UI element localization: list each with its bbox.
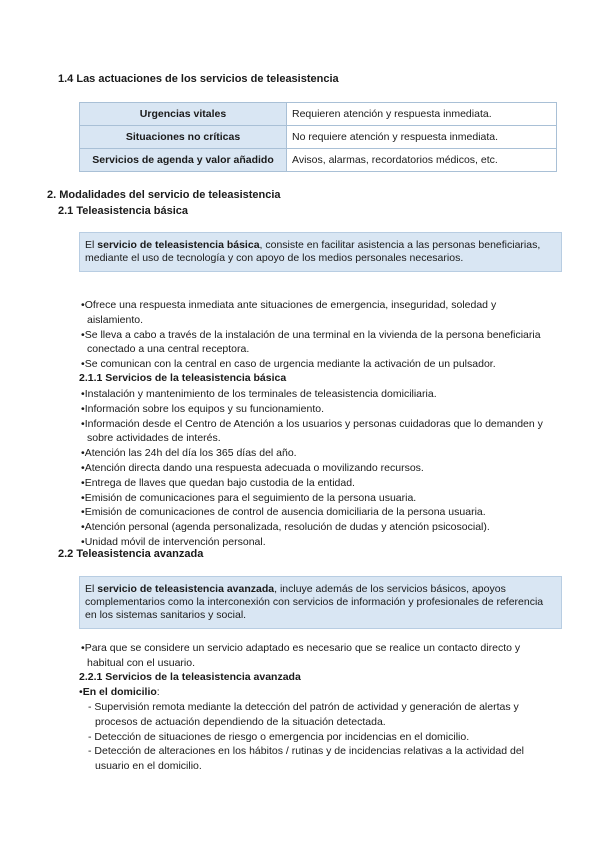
definition-prefix: El: [85, 583, 98, 595]
actuaciones-table: [79, 102, 557, 172]
list-item: •Entrega de llaves que quedan bajo custodia de la entidad.: [81, 476, 355, 489]
avanzada-definition-box: [79, 576, 562, 629]
table-cell-descripcion: Avisos, alarmas, recordatorios médicos, etc.: [287, 149, 557, 172]
table-cell-tipo: Servicios de agenda y valor añadido: [80, 149, 287, 172]
list-item: •Ofrece una respuesta inmediata ante situaciones de emergencia, inseguridad, soledad y aislamiento.: [81, 299, 497, 326]
list-item: •Información desde el Centro de Atención a los usuarios y personas cuidadoras que lo demanden y sobre actividades de interés.: [81, 417, 543, 445]
servicios-basica-list: [79, 387, 549, 550]
list-item: - Detección de situaciones de riesgo o emergencia por incidencias en el domicilio.: [88, 730, 470, 743]
basica-definition-box: [79, 232, 562, 272]
list-item: •Información sobre los equipos y su funcionamiento.: [81, 402, 324, 415]
definition-text: , incluye además de los servicios básicos, apoyos complementarios como la interconexión con servicios de información y profesionales de referencia en los sistemas sanitarios y social.: [85, 583, 544, 621]
section-2-1-heading: 2.1 Teleasistencia básica: [58, 205, 189, 217]
list-item: •Se comunican con la central en caso de urgencia mediante la activación de un pulsador.: [81, 358, 496, 371]
avanzada-bullet-list: [79, 641, 549, 671]
list-item: •Unidad móvil de intervención personal.: [81, 535, 266, 548]
definition-term: servicio de teleasistencia básica: [97, 239, 260, 251]
domicilio-list: [87, 700, 550, 774]
list-item: •Atención las 24h del día los 365 días del año.: [81, 447, 297, 460]
list-item: •Se lleva a cabo a través de la instalación de una terminal en la vivienda de la persona beneficiaria conectado a una central receptora.: [81, 328, 541, 356]
section-2-1-1-heading: 2.1.1 Servicios de la teleasistencia básica: [79, 372, 287, 384]
table-cell-tipo: Situaciones no críticas: [80, 126, 287, 149]
section-1-4-heading: 1.4 Las actuaciones de los servicios de teleasistencia: [58, 73, 339, 85]
domicilio-subheading: •En el domicilio:: [79, 686, 160, 698]
table-cell-tipo: Urgencias vitales: [80, 103, 287, 126]
section-2-heading: 2. Modalidades del servicio de teleasistencia: [47, 189, 281, 201]
definition-text: , consiste en facilitar asistencia a las personas beneficiarias, mediante el uso de tecnología y con apoyo de los medios personales necesarios.: [85, 239, 541, 264]
list-item: - Detección de alteraciones en los hábitos / rutinas y de incidencias relativas a la actividad del usuario en el domicilio.: [88, 745, 524, 773]
definition-term: servicio de teleasistencia avanzada: [97, 583, 275, 595]
list-item: •Para que se considere un servicio adaptado es necesario que se realice un contacto directo y habitual con el usuario.: [81, 642, 521, 669]
table-cell-descripcion: Requieren atención y respuesta inmediata.: [287, 103, 557, 126]
table-row: [80, 103, 557, 126]
list-item: •Instalación y mantenimiento de los terminales de teleasistencia domiciliaria.: [81, 388, 437, 400]
list-item: - Supervisión remota mediante la detección del patrón de actividad y generación de alertas y procesos de actuación dependiendo de la situación detectada.: [88, 701, 519, 728]
basica-bullet-list: [79, 298, 549, 372]
table-row: [80, 149, 557, 172]
table-row: [80, 126, 557, 149]
list-item: •Atención personal (agenda personalizada, resolución de dudas y atención psicosocial).: [81, 521, 490, 534]
section-2-2-1-heading: 2.2.1 Servicios de la teleasistencia avanzada: [79, 671, 301, 683]
list-item: •Emisión de comunicaciones para el seguimiento de la persona usuaria.: [81, 491, 417, 504]
list-item: •Atención directa dando una respuesta adecuada o movilizando recursos.: [81, 461, 424, 474]
section-2-2-heading: 2.2 Teleasistencia avanzada: [58, 548, 204, 560]
definition-prefix: El: [85, 239, 98, 251]
list-item: •Emisión de comunicaciones de control de ausencia domiciliaria de la persona usuaria.: [81, 506, 486, 519]
table-cell-descripcion: No requiere atención y respuesta inmediata.: [287, 126, 557, 149]
